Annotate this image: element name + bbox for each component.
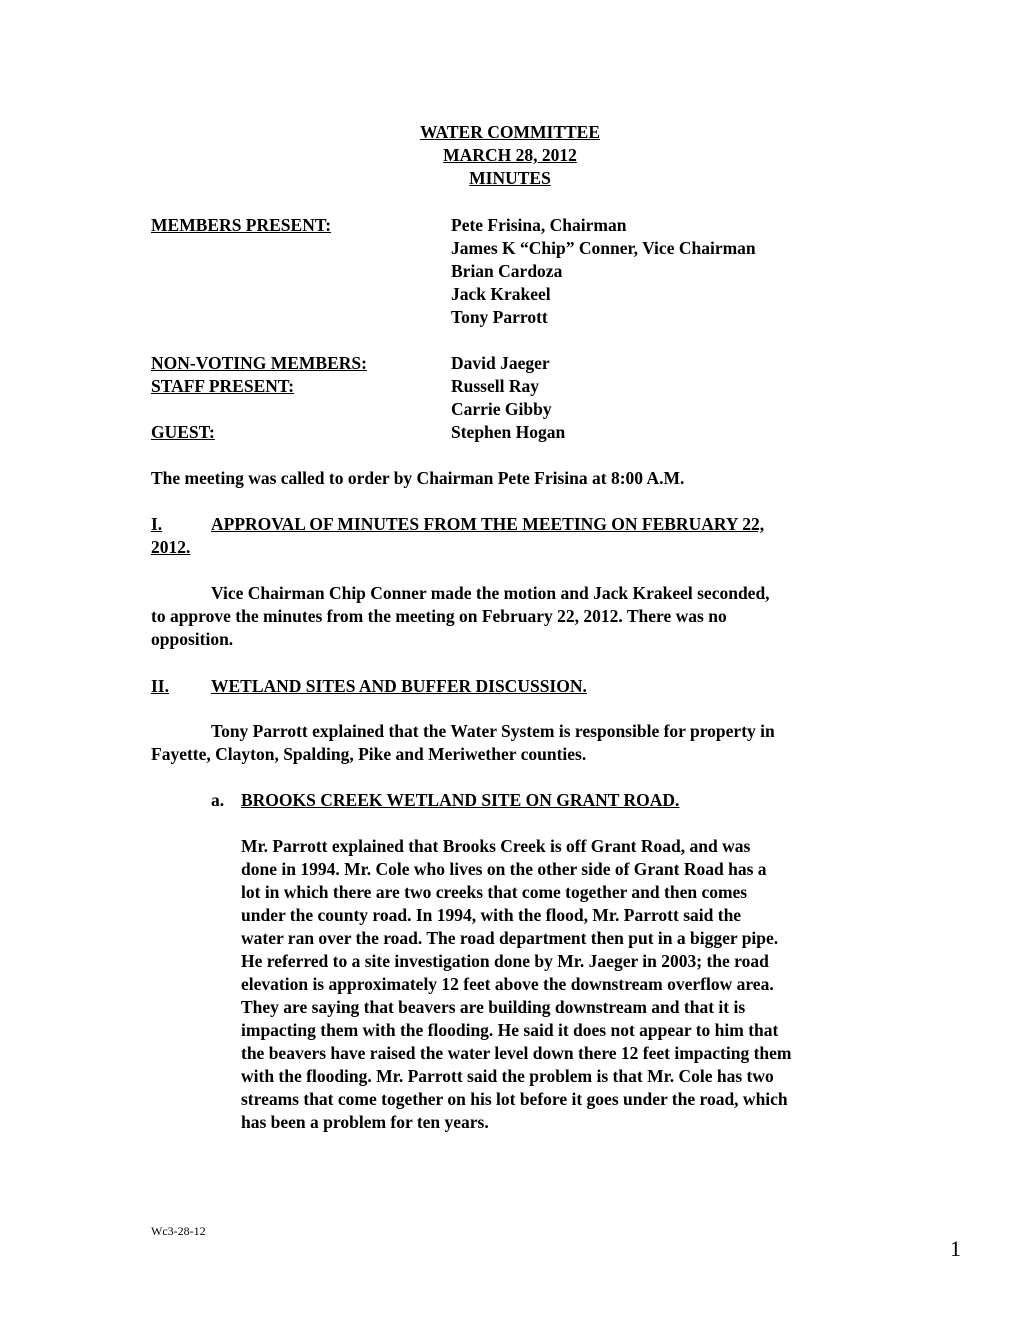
subsection-a-letter: a. bbox=[211, 790, 225, 810]
non-voting-name: David Jaeger bbox=[451, 353, 550, 373]
non-voting-label: NON-VOTING MEMBERS: bbox=[151, 353, 367, 373]
member-name: James K “Chip” Conner, Vice Chairman bbox=[451, 238, 756, 258]
guest-name: Stephen Hogan bbox=[451, 422, 566, 442]
subsection-a-body-line: has been a problem for ten years. bbox=[241, 1112, 489, 1132]
subsection-a-body-line: water ran over the road. The road department then put in a bigger pipe. bbox=[241, 928, 779, 948]
call-to-order: The meeting was called to order by Chairman Pete Frisina at 8:00 A.M. bbox=[151, 468, 685, 488]
subsection-a-body-line: the beavers have raised the water level down there 12 feet impacting them bbox=[241, 1043, 792, 1063]
member-name: Brian Cardoza bbox=[451, 261, 563, 281]
staff-name: Carrie Gibby bbox=[451, 399, 552, 419]
section-1-body-line: to approve the minutes from the meeting on February 22, 2012. There was no bbox=[151, 606, 727, 626]
section-1-body-line: opposition. bbox=[151, 629, 234, 649]
staff-present-label: STAFF PRESENT: bbox=[151, 376, 295, 396]
subsection-a-body-line: done in 1994. Mr. Cole who lives on the other side of Grant Road has a bbox=[241, 859, 767, 879]
members-present-label: MEMBERS PRESENT: bbox=[151, 215, 332, 235]
member-name: Jack Krakeel bbox=[451, 284, 551, 304]
subsection-a-title: BROOKS CREEK WETLAND SITE ON GRANT ROAD. bbox=[241, 790, 680, 810]
section-1-body-line: Vice Chairman Chip Conner made the motion and Jack Krakeel seconded, bbox=[211, 583, 770, 603]
page-number: 1 bbox=[950, 1236, 961, 1261]
section-1-number: I. bbox=[151, 514, 163, 534]
footer-document-code: Wc3-28-12 bbox=[151, 1224, 206, 1238]
subsection-a-body-line: Mr. Parrott explained that Brooks Creek is off Grant Road, and was bbox=[241, 836, 751, 856]
member-name: Tony Parrott bbox=[451, 307, 548, 327]
section-2-title: WETLAND SITES AND BUFFER DISCUSSION. bbox=[211, 676, 587, 696]
subsection-a-body-line: He referred to a site investigation done by Mr. Jaeger in 2003; the road bbox=[241, 951, 769, 971]
guest-label: GUEST: bbox=[151, 422, 215, 442]
section-2-intro-line: Tony Parrott explained that the Water System is responsible for property in bbox=[211, 721, 775, 741]
subsection-a-body-line: They are saying that beavers are building downstream and that it is bbox=[241, 997, 746, 1017]
staff-name: Russell Ray bbox=[451, 376, 539, 396]
section-1-title: APPROVAL OF MINUTES FROM THE MEETING ON FEBRUARY 22, bbox=[211, 514, 765, 534]
subsection-a-body-line: streams that come together on his lot before it goes under the road, which bbox=[241, 1089, 788, 1109]
member-name: Pete Frisina, Chairman bbox=[451, 215, 627, 235]
section-1-title-continued: 2012. bbox=[151, 537, 191, 557]
subsection-a-body-line: impacting them with the flooding. He said it does not appear to him that bbox=[241, 1020, 779, 1040]
committee-title: WATER COMMITTEE bbox=[419, 122, 601, 142]
subsection-a-body-line: lot in which there are two creeks that come together and then comes bbox=[241, 882, 748, 902]
subsection-a-body-line: elevation is approximately 12 feet above the downstream overflow area. bbox=[241, 974, 774, 994]
meeting-date: MARCH 28, 2012 bbox=[443, 145, 577, 165]
subsection-a-body-line: with the flooding. Mr. Parrott said the problem is that Mr. Cole has two bbox=[241, 1066, 774, 1086]
section-2-number: II. bbox=[151, 676, 169, 696]
subsection-a-body-line: under the county road. In 1994, with the flood, Mr. Parrott said the bbox=[241, 905, 742, 925]
document-type: MINUTES bbox=[469, 168, 551, 188]
section-2-intro-line: Fayette, Clayton, Spalding, Pike and Meriwether counties. bbox=[151, 744, 587, 764]
